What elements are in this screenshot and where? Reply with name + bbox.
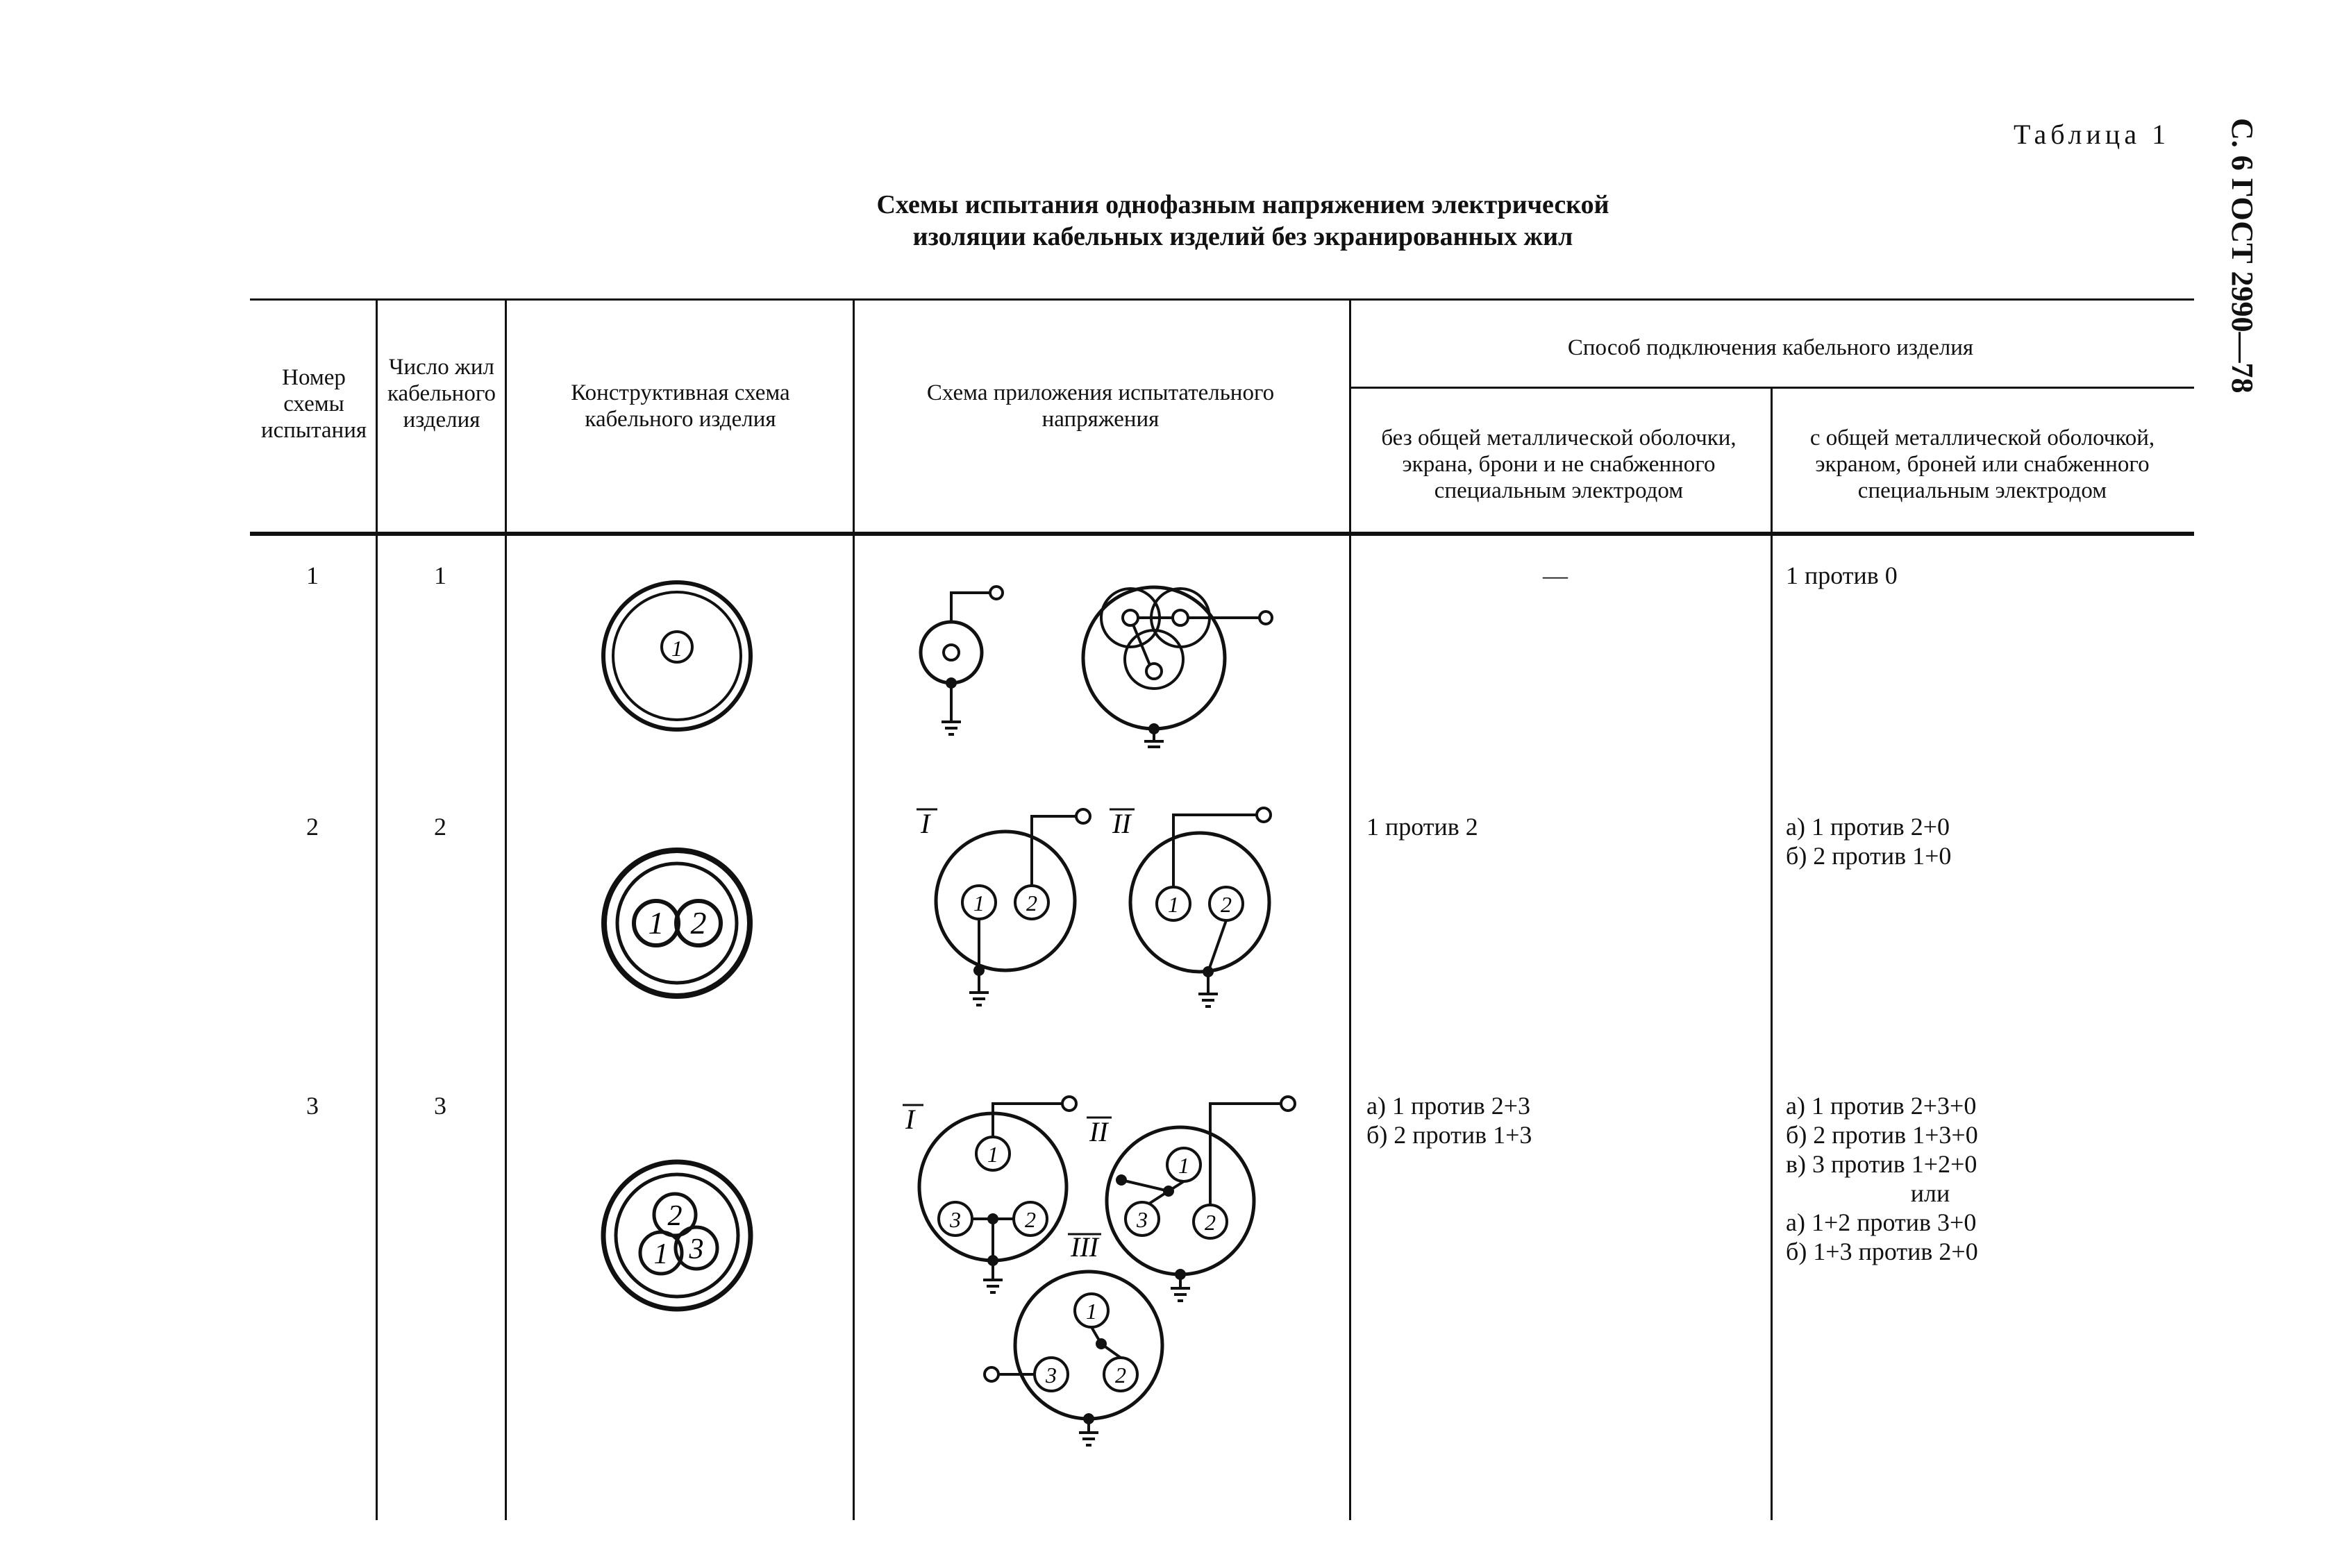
table-top-rule bbox=[250, 298, 2194, 301]
construction-diagram-1 bbox=[597, 576, 757, 736]
title-line-1: Схемы испытания однофазным напряжением электрической bbox=[876, 190, 1609, 219]
application-diagram-1a bbox=[903, 576, 1028, 750]
table-label: Таблица 1 bbox=[2014, 119, 2170, 150]
document-side-header: С. 6 ГОСТ 2990—78 bbox=[2225, 118, 2259, 394]
core-label: 1 bbox=[987, 1142, 998, 1167]
row3-with-sheath-or: или bbox=[1910, 1179, 1950, 1207]
core-label: 1 bbox=[648, 905, 664, 941]
core-label: 3 bbox=[1137, 1207, 1148, 1232]
row2-with-sheath-b: б) 2 против 1+0 bbox=[1786, 842, 1952, 870]
core-label: 3 bbox=[950, 1207, 961, 1232]
application-diagram-2-variant-2 bbox=[1104, 798, 1312, 1020]
application-diagram-3-variant-3 bbox=[972, 1229, 1201, 1458]
application-diagram-1b bbox=[1076, 569, 1285, 750]
construction-diagram-3 bbox=[597, 1156, 757, 1315]
core-label: 1 bbox=[1086, 1299, 1097, 1324]
core-label: 3 bbox=[1046, 1363, 1057, 1388]
variant-label: III bbox=[1071, 1231, 1098, 1263]
header-application: Схема приложения испытательного напряжения bbox=[926, 380, 1275, 432]
variant-label: I bbox=[905, 1104, 915, 1135]
core-label: 1 bbox=[1178, 1153, 1189, 1178]
row3-without-sheath-b: б) 2 против 1+3 bbox=[1366, 1121, 1532, 1149]
core-label: 2 bbox=[1115, 1363, 1126, 1388]
row2-with-sheath-a: а) 1 против 2+0 bbox=[1786, 813, 1950, 841]
row1-core-count: 1 bbox=[434, 562, 446, 589]
header-connection-method: Способ подключения кабельного изделия bbox=[1567, 335, 1974, 360]
core-label: 1 bbox=[973, 891, 985, 916]
variant-label: II bbox=[1112, 808, 1131, 839]
core-label: 2 bbox=[667, 1200, 683, 1232]
row2-without-sheath: 1 против 2 bbox=[1366, 813, 1478, 841]
header-core-count: Число жил кабельного изделия bbox=[387, 355, 496, 432]
core-label: 1 bbox=[1168, 892, 1179, 917]
row1-without-sheath: — bbox=[1543, 562, 1568, 589]
row3-with-sheath-c: в) 3 против 1+2+0 bbox=[1786, 1150, 1977, 1178]
core-label: 1 bbox=[653, 1238, 669, 1270]
column-divider-1 bbox=[376, 298, 378, 1520]
header-construction: Конструктивная схема кабельного изделия bbox=[571, 380, 790, 432]
title-line-2: изоляции кабельных изделий без экранированных жил bbox=[912, 222, 1573, 251]
column-divider-3 bbox=[853, 298, 855, 1520]
row3-with-sheath-a: а) 1 против 2+3+0 bbox=[1786, 1092, 1977, 1120]
variant-label: I bbox=[921, 808, 930, 839]
header-without-sheath: без общей металлической оболочки, экрана, брони и не снабженного специальным электродом bbox=[1381, 425, 1737, 503]
row3-core-count: 3 bbox=[434, 1092, 446, 1120]
row3-without-sheath-a: а) 1 против 2+3 bbox=[1366, 1092, 1531, 1120]
core-label: 2 bbox=[690, 905, 707, 941]
row2-scheme-number: 2 bbox=[306, 813, 319, 841]
column-divider-5 bbox=[1771, 389, 1773, 1520]
core-label: 2 bbox=[1026, 891, 1037, 916]
row3-with-sheath-b: б) 2 против 1+3+0 bbox=[1786, 1121, 1978, 1149]
core-label: 1 bbox=[671, 636, 683, 661]
row3-with-sheath-d: а) 1+2 против 3+0 bbox=[1786, 1208, 1977, 1236]
column-divider-4 bbox=[1349, 298, 1351, 1520]
application-diagram-2-variant-1 bbox=[910, 798, 1104, 1020]
row2-core-count: 2 bbox=[434, 813, 446, 841]
core-label: 3 bbox=[689, 1233, 704, 1265]
core-label: 2 bbox=[1025, 1207, 1036, 1232]
variant-label: II bbox=[1089, 1116, 1108, 1147]
header-bottom-rule bbox=[250, 532, 2194, 536]
row1-scheme-number: 1 bbox=[306, 562, 319, 589]
header-with-sheath: с общей металлической оболочкой, экраном, броней или снабженного специальным электродом bbox=[1809, 425, 2155, 503]
row3-with-sheath-e: б) 1+3 против 2+0 bbox=[1786, 1238, 1978, 1265]
column-divider-2 bbox=[505, 298, 507, 1520]
table-title bbox=[722, 189, 1764, 253]
core-label: 2 bbox=[1221, 892, 1232, 917]
row1-with-sheath: 1 против 0 bbox=[1786, 562, 1898, 589]
core-label: 2 bbox=[1205, 1210, 1216, 1235]
header-scheme-number: Номер схемы испытания bbox=[260, 365, 367, 443]
row3-scheme-number: 3 bbox=[306, 1092, 319, 1120]
construction-diagram-2 bbox=[597, 843, 757, 1003]
